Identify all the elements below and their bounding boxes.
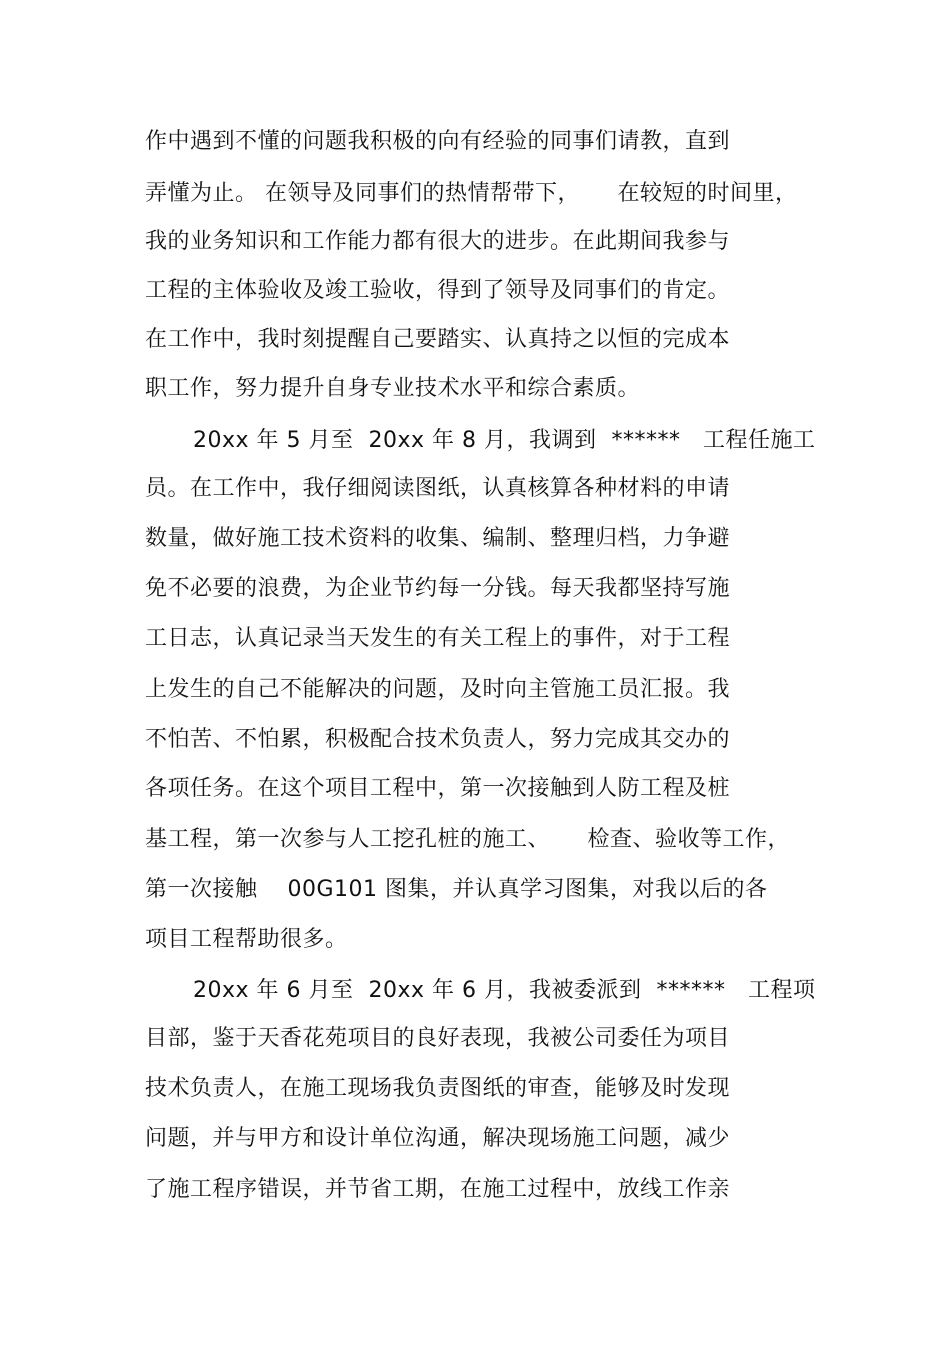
text-line: 项目工程帮助很多。 xyxy=(145,927,348,952)
text-line: 在工作中，我时刻提醒自己要踏实、认真持之以恒的完成本 xyxy=(145,327,731,352)
paragraph-first-line: 20xx 年 5 月至 20xx 年 8 月，我调到 ****** 工程任施工 xyxy=(193,428,816,453)
text-line: 工日志，认真记录当天发生的有关工程上的事件，对于工程 xyxy=(145,626,731,651)
text-line: 了施工程序错误，并节省工期，在施工过程中，放线工作亲 xyxy=(145,1177,731,1202)
text-line: 作中遇到不懂的问题我积极的向有经验的同事们请教，直到 xyxy=(145,129,731,154)
text-line: 我的业务知识和工作能力都有很大的进步。在此期间我参与 xyxy=(145,229,731,254)
text-line: 职工作，努力提升自身专业技术水平和综合素质。 xyxy=(145,376,641,401)
text-line: 工程的主体验收及竣工验收，得到了领导及同事们的肯定。 xyxy=(145,278,731,303)
text-line: 各项任务。在这个项目工程中，第一次接触到人防工程及桩 xyxy=(145,776,731,801)
text-line: 上发生的自己不能解决的问题，及时向主管施工员汇报。我 xyxy=(145,677,731,702)
text-line: 员。在工作中，我仔细阅读图纸，认真核算各种材料的申请 xyxy=(145,476,731,501)
text-line: 基工程，第一次参与人工挖孔桩的施工、 检查、验收等工作， xyxy=(145,827,790,852)
text-line: 技术负责人，在施工现场我负责图纸的审查，能够及时发现 xyxy=(145,1076,731,1101)
text-line: 弄懂为止。 在领导及同事们的热情帮带下， 在较短的时间里， xyxy=(145,181,798,206)
text-line: 目部，鉴于天香花苑项目的良好表现，我被公司委任为项目 xyxy=(145,1026,731,1051)
text-line: 免不必要的浪费，为企业节约每一分钱。每天我都坚持写施 xyxy=(145,576,731,601)
text-line: 不怕苦、不怕累，积极配合技术负责人，努力完成其交办的 xyxy=(145,727,731,752)
paragraph-first-line: 20xx 年 6 月至 20xx 年 6 月，我被委派到 ****** 工程项 xyxy=(193,978,816,1003)
text-line: 数量，做好施工技术资料的收集、编制、整理归档，力争避 xyxy=(145,526,731,551)
text-line: 第一次接触 00G101 图集，并认真学习图集，对我以后的各 xyxy=(145,877,768,902)
text-line: 问题，并与甲方和设计单位沟通，解决现场施工问题，减少 xyxy=(145,1126,731,1151)
